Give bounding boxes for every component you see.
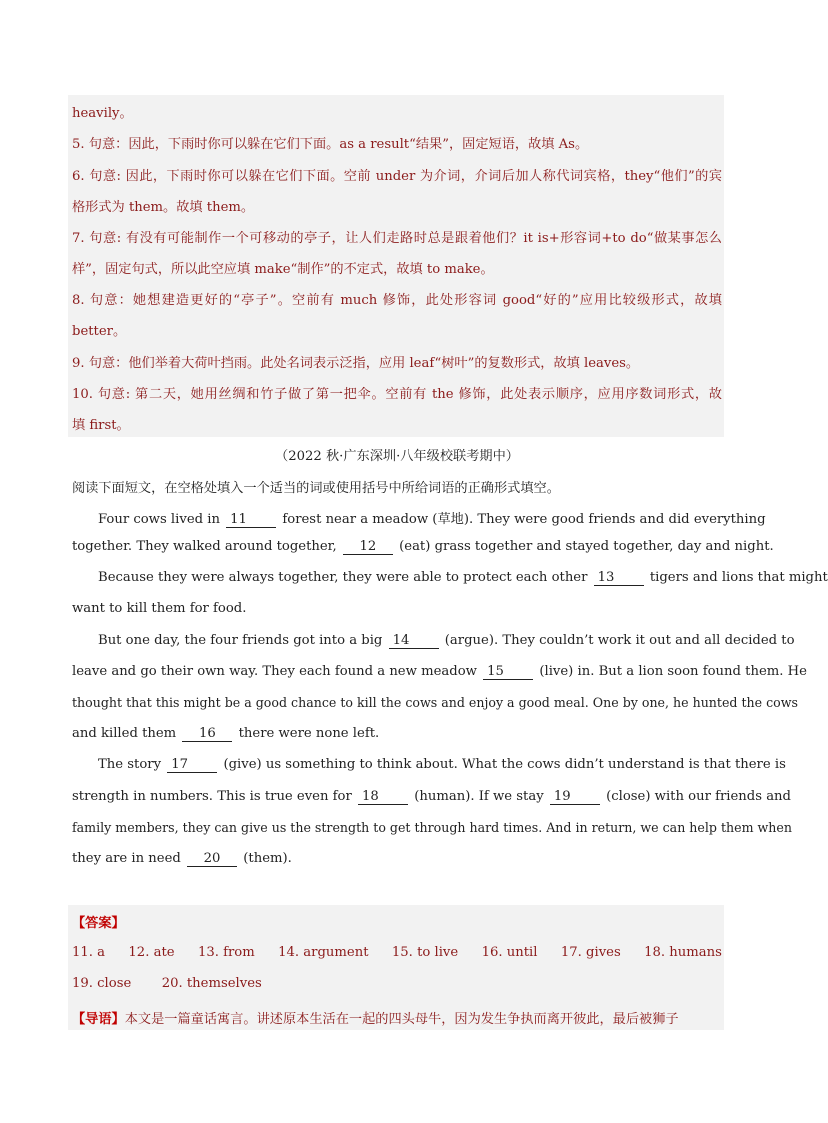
answer-item: 19. close xyxy=(72,976,132,991)
blank-19[interactable]: 19 xyxy=(550,789,600,805)
answer-item: 12. ate xyxy=(128,945,175,960)
answer-header: 【答案】 xyxy=(72,916,125,931)
blank-15[interactable]: 15 xyxy=(483,664,533,680)
answer-item: 16. until xyxy=(481,945,538,960)
explanation-6a: 6. 句意: 因此，下雨时你可以躲在它们下面。空前 under 为介词，介词后加人称代词宾格，they“他们”的宾 xyxy=(72,169,722,184)
passage-line: and killed them 16 there were none left. xyxy=(72,726,380,741)
explanation-5: 5. 句意：因此，下雨时你可以躲在它们下面。as a result“结果”，固定短语，故填 As。 xyxy=(72,137,589,152)
passage-line: family members, they can give us the strength to get through hard times. And in return, we can help them when xyxy=(72,820,792,835)
explanation-9: 9. 句意：他们举着大荷叶挡雨。此处名词表示泛指，应用 leaf“树叶”的复数形式，故填 leaves。 xyxy=(72,356,640,371)
answer-item: 13. from xyxy=(197,945,255,960)
passage-line: But one day, the four friends got into a big 14 (argue). They couldn’t work it out and all decided to xyxy=(98,633,795,648)
answer-row-1 xyxy=(72,945,722,960)
blank-13[interactable]: 13 xyxy=(594,570,644,586)
passage-line: The story 17 (give) us something to think about. What the cows didn’t understand is that there is xyxy=(98,757,786,772)
explanation-line: heavily。 xyxy=(72,106,133,121)
passage-line: want to kill them for food. xyxy=(72,601,247,616)
exam-source: （2022 秋·广东深圳·八年级校联考期中） xyxy=(275,449,519,464)
passage-line: Four cows lived in 11 forest near a meadow (草地). They were good friends and did everything xyxy=(98,512,766,527)
passage-line: they are in need 20 (them). xyxy=(72,851,292,866)
explanation-8b: better。 xyxy=(72,324,127,339)
passage-line: strength in numbers. This is true even for 18 (human). If we stay 19 (close) with our friends and xyxy=(72,789,791,804)
explanation-10b: 填 first。 xyxy=(72,418,130,433)
guide-text: 本文是一篇童话寓言。讲述原本生活在一起的四头母牛，因为发生争执而离开彼此，最后被狮子 xyxy=(124,1012,679,1027)
blank-11[interactable]: 11 xyxy=(226,512,276,528)
blank-20[interactable]: 20 xyxy=(187,851,237,867)
blank-12[interactable]: 12 xyxy=(343,539,393,555)
answer-item: 17. gives xyxy=(560,945,621,960)
passage-line: together. They walked around together, 12 (eat) grass together and stayed together, day and night. xyxy=(72,539,774,554)
instruction: 阅读下面短文，在空格处填入一个适当的词或使用括号中所给词语的正确形式填空。 xyxy=(72,481,560,496)
passage-line: leave and go their own way. They each found a new meadow 15 (live) in. But a lion soon found them. He xyxy=(72,664,807,679)
guide-line xyxy=(72,1008,679,1027)
passage-line: Because they were always together, they were able to protect each other 13 tigers and lions that might xyxy=(98,570,828,585)
answer-item: 11. a xyxy=(72,945,106,960)
answer-item: 15. to live xyxy=(391,945,459,960)
answer-item: 20. themselves xyxy=(161,976,262,991)
explanation-7b: 样”，固定句式，所以此空应填 make“制作”的不定式，故填 to make。 xyxy=(72,262,494,277)
blank-17[interactable]: 17 xyxy=(167,757,217,773)
passage-line: thought that this might be a good chance to kill the cows and enjoy a good meal. One by one, he hunted the cows xyxy=(72,695,799,710)
blank-16[interactable]: 16 xyxy=(182,726,232,742)
explanation-8a: 8. 句意：她想建造更好的“亭子”。空前有 much 修饰，此处形容词 good“好的”应用比较级形式，故填 xyxy=(72,293,722,308)
answer-row-2 xyxy=(72,976,262,991)
answer-item: 14. argument xyxy=(278,945,369,960)
explanation-10a: 10. 句意: 第二天，她用丝绸和竹子做了第一把伞。空前有 the 修饰，此处表示顺序，应用序数词形式，故 xyxy=(72,387,722,402)
explanation-6b: 格形式为 them。故填 them。 xyxy=(72,200,255,215)
answer-item: 18. humans xyxy=(644,945,722,960)
blank-18[interactable]: 18 xyxy=(358,789,408,805)
blank-14[interactable]: 14 xyxy=(389,633,439,649)
explanation-7a: 7. 句意: 有没有可能制作一个可移动的亭子，让人们走路时总是跟着他们？it is+形容词+to do“做某事怎么 xyxy=(72,231,722,246)
guide-label: 【导语】 xyxy=(72,1012,125,1027)
